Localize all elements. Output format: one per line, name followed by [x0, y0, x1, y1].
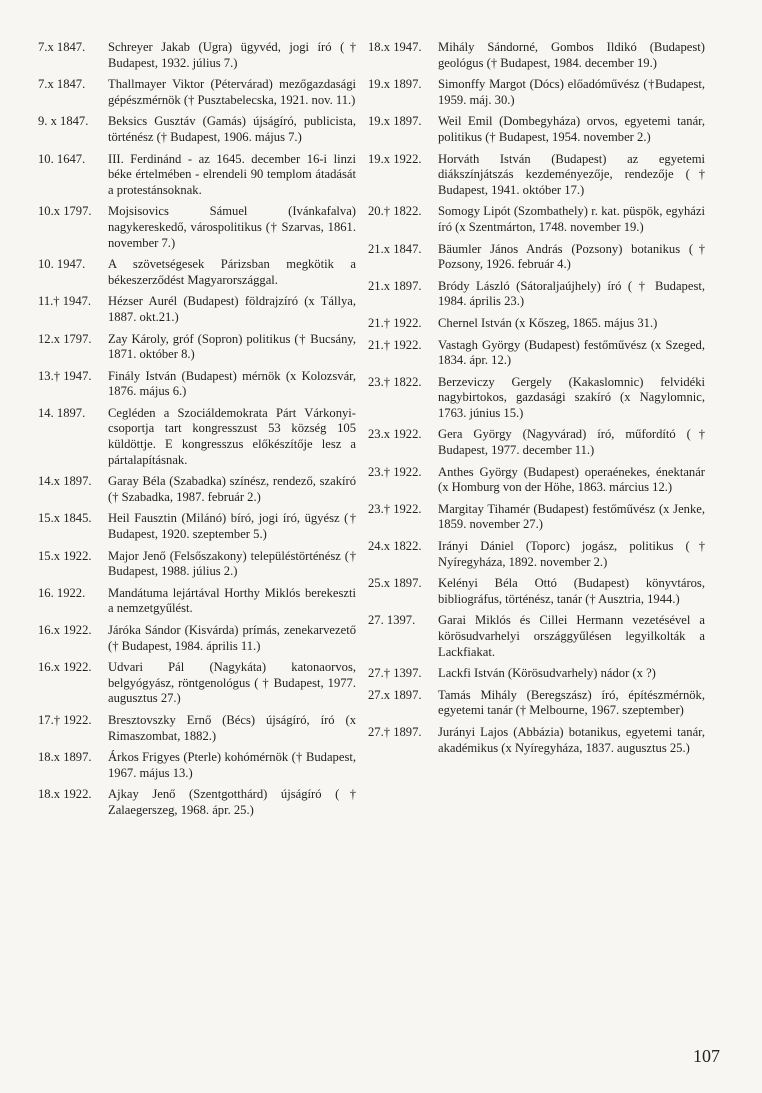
chronology-entry	[368, 725, 705, 756]
entry-date: 16. 1922.	[38, 585, 86, 600]
entry-text: Schreyer Jakab (Ugra) ügyvéd, jogi író († Budapest, 1932. július 7.)	[108, 40, 356, 70]
entry-text: Jurányi Lajos (Abbázia) botanikus, egyetemi tanár, akadémikus (x Nyíregyháza, 1837. augusztus 25.)	[438, 724, 705, 755]
entry-date: 16.x 1922.	[38, 660, 92, 675]
entry-date: 27.† 1397.	[368, 666, 422, 681]
entry-text: Árkos Frigyes (Pterle) kohómérnök († Budapest, 1967. május 13.)	[108, 750, 356, 780]
chronology-entry	[38, 511, 356, 542]
entry-text: III. Ferdinánd - az 1645. december 16-i linzi béke értelmében - elrendeli 90 templom átadását a protestánsoknak.	[108, 151, 356, 197]
entry-date: 19.x 1897.	[368, 77, 422, 92]
entry-text: Finály István (Budapest) mérnök (x Kolozsvár, 1876. május 6.)	[108, 368, 356, 399]
entry-text: Mihály Sándorné, Gombos Ildikó (Budapest) geológus († Budapest, 1984. december 19.)	[438, 40, 705, 70]
entry-text: Mandátuma lejártával Horthy Miklós berekeszti a nemzetgyűlést.	[108, 585, 356, 616]
entry-text: Mojsisovics Sámuel (Ivánkafalva) nagykereskedő, várospolitikus († Szarvas, 1861. november 7.)	[108, 204, 356, 250]
entry-date: 23.† 1922.	[368, 501, 422, 516]
chronology-entry	[368, 666, 705, 682]
chronology-entry	[38, 474, 356, 505]
entry-date: 27.† 1897.	[368, 724, 422, 739]
entry-date: 10. 1647.	[38, 151, 86, 166]
entry-date: 16.x 1922.	[38, 623, 92, 637]
entry-text: Bródy László (Sátoraljaújhely) író ( † Budapest, 1984. április 23.)	[438, 278, 705, 309]
entry-date: 20.† 1822.	[368, 204, 422, 219]
entry-date: 17.† 1922.	[38, 712, 92, 727]
entry-text: Garay Béla (Szabadka) színész, rendező, szakíró († Szabadka, 1987. február 2.)	[108, 474, 356, 504]
chronology-entry	[38, 332, 356, 363]
entry-text: Margitay Tihamér (Budapest) festőművész (x Jenke, 1859. november 27.)	[438, 501, 705, 532]
entry-text: Major Jenő (Felsőszakony) településtörténész († Budapest, 1988. július 2.)	[108, 548, 356, 579]
chronology-entry	[368, 316, 705, 332]
right-column	[368, 40, 705, 762]
entry-date: 21.† 1922.	[368, 315, 422, 330]
chronology-entry	[368, 338, 705, 369]
entry-text: Horváth István (Budapest) az egyetemi diákszínjátszás kezdeményezője, rendezője († Budapest, 1941. október 17.)	[438, 151, 705, 197]
chronology-entry	[368, 613, 705, 660]
entry-text: Ajkay Jenő (Szentgotthárd) újságíró († Zalaegerszeg, 1968. ápr. 25.)	[108, 787, 356, 817]
entry-date: 12.x 1797.	[38, 331, 92, 346]
entry-text: Udvari Pál (Nagykáta) katonaorvos, belgyógyász, röntgenológus ( † Budapest, 1977. augusztus 27.)	[108, 660, 356, 706]
entry-text: Heil Fausztin (Milánó) bíró, jogi író, ügyész († Budapest, 1920. szeptember 5.)	[108, 511, 356, 542]
chronology-entry	[38, 77, 356, 108]
chronology-entry	[38, 586, 356, 617]
chronology-entry	[38, 713, 356, 744]
entry-date: 18.x 1922.	[38, 787, 92, 802]
chronology-entry	[38, 114, 356, 145]
entry-date: 18.x 1947.	[368, 40, 422, 54]
entry-text: Garai Miklós és Cillei Hermann vezetésével a körösudvarhelyi országgyűlésen legyilkolták a Lackfiakat.	[438, 613, 705, 659]
chronology-entry	[38, 152, 356, 199]
entry-date: 18.x 1897.	[38, 750, 92, 765]
entry-text: Vastagh György (Budapest) festőművész (x Szeged, 1834. ápr. 12.)	[438, 337, 705, 368]
chronology-entry	[368, 539, 705, 570]
entry-date: 11.† 1947.	[38, 294, 92, 309]
chronology-entry	[368, 576, 705, 607]
entry-text: Simonffy Margot (Dócs) előadóművész (†Budapest, 1959. máj. 30.)	[438, 77, 705, 107]
entry-date: 19.x 1897.	[368, 114, 422, 129]
chronology-entry	[38, 204, 356, 251]
entry-text: Tamás Mihály (Beregszász) író, építészmérnök, egyetemi tanár († Melbourne, 1967. szeptember)	[438, 687, 705, 718]
chronology-entry	[368, 465, 705, 496]
entry-date: 21.x 1897.	[368, 278, 422, 293]
entry-date: 21.† 1922.	[368, 337, 422, 352]
entry-date: 7.x 1847.	[38, 77, 86, 92]
entry-date: 9. x 1847.	[38, 114, 89, 129]
chronology-entry	[38, 549, 356, 580]
entry-text: Anthes György (Budapest) operaénekes, énektanár (x Homburg von der Höhe, 1863. március 12.)	[438, 464, 705, 495]
entry-date: 10. 1947.	[38, 257, 86, 272]
entry-text: Bäumler János András (Pozsony) botanikus († Pozsony, 1926. február 4.)	[438, 241, 705, 272]
entry-text: Weil Emil (Dombegyháza) orvos, egyetemi tanár, politikus († Budapest, 1954. november 2.)	[438, 114, 705, 144]
page-number: 107	[693, 1046, 720, 1066]
entry-text: Gera György (Nagyvárad) író, műfordító († Budapest, 1977. december 11.)	[438, 427, 705, 458]
entry-date: 13.† 1947.	[38, 368, 92, 383]
chronology-entry	[368, 502, 705, 533]
entry-date: 27.x 1897.	[368, 687, 422, 702]
chronology-entry	[368, 279, 705, 310]
entry-text: Cegléden a Szociáldemokrata Párt Várkonyi-csoportja tart kongresszust 53 község 105 küldöttje. E kongresszus előkészítője lesz a pártalapításnak.	[108, 405, 356, 467]
chronology-entry	[38, 787, 356, 818]
entry-text: Bresztovszky Ernő (Bécs) újságíró, író (x Rimaszombat, 1882.)	[108, 712, 356, 743]
entry-date: 19.x 1922.	[368, 151, 422, 166]
entry-text: Zay Károly, gróf (Sopron) politikus († Bucsány, 1871. október 8.)	[108, 331, 356, 362]
left-column	[38, 40, 356, 825]
chronology-entry	[368, 427, 705, 458]
entry-text: Járóka Sándor (Kisvárda) prímás, zenekarvezető († Budapest, 1984. április 11.)	[108, 623, 356, 653]
entry-date: 23.† 1822.	[368, 374, 422, 389]
entry-date: 14.x 1897.	[38, 474, 92, 489]
chronology-entry	[38, 294, 356, 325]
entry-date: 7.x 1847.	[38, 40, 86, 54]
entry-date: 24.x 1822.	[368, 539, 422, 554]
chronology-entry	[368, 375, 705, 422]
chronology-entry	[368, 242, 705, 273]
entry-date: 27. 1397.	[368, 613, 416, 628]
entry-text: Berzeviczy Gergely (Kakaslomnic) felvidéki nagybirtokos, gazdasági szakíró (x Nagylomnic, 1763. június 15.)	[438, 374, 705, 420]
chronology-entry	[38, 660, 356, 707]
entry-date: 21.x 1847.	[368, 241, 422, 256]
entry-text: Lackfi István (Körösudvarhely) nádor (x ?)	[438, 666, 656, 681]
chronology-entry	[38, 623, 356, 654]
chronology-entry	[38, 257, 356, 288]
entry-date: 15.x 1922.	[38, 548, 92, 563]
entry-date: 25.x 1897.	[368, 576, 422, 591]
entry-text: Beksics Gusztáv (Gamás) újságíró, publicista, történész († Budapest, 1906. május 7.)	[108, 114, 356, 144]
entry-text: Chernel István (x Kőszeg, 1865. május 31.)	[438, 315, 658, 330]
entry-date: 10.x 1797.	[38, 204, 92, 219]
entry-date: 23.† 1922.	[368, 464, 422, 479]
chronology-entry	[368, 40, 705, 71]
entry-text: Somogy Lipót (Szombathely) r. kat. püspök, egyházi író (x Szentmárton, 1748. november 19.)	[438, 204, 705, 234]
chronology-entry	[38, 369, 356, 400]
chronology-entry	[368, 688, 705, 719]
chronology-entry	[38, 40, 356, 71]
entry-text: Thallmayer Viktor (Pétervárad) mezőgazdasági gépészmérnök († Pusztabelecska, 1921. nov. 11.)	[108, 77, 356, 107]
entry-text: Kelényi Béla Ottó (Budapest) könyvtáros, bibliográfus, történész, tanár († Ausztria, 1944.)	[438, 576, 705, 606]
chronology-entry	[368, 204, 705, 235]
entry-text: Hézser Aurél (Budapest) földrajzíró (x Tállya, 1887. okt.21.)	[108, 294, 356, 324]
entry-text: Irányi Dániel (Toporc) jogász, politikus († Nyíregyháza, 1892. november 2.)	[438, 539, 705, 569]
chronology-entry	[368, 114, 705, 145]
entry-date: 14. 1897.	[38, 405, 86, 420]
chronology-entry	[38, 750, 356, 781]
chronology-entry	[368, 152, 705, 199]
entry-date: 23.x 1922.	[368, 427, 422, 442]
entry-text: A szövetségesek Párizsban megkötik a békeszerződést Magyarországgal.	[108, 257, 356, 287]
chronology-entry	[368, 77, 705, 108]
chronology-entry	[38, 406, 356, 468]
entry-date: 15.x 1845.	[38, 511, 92, 526]
